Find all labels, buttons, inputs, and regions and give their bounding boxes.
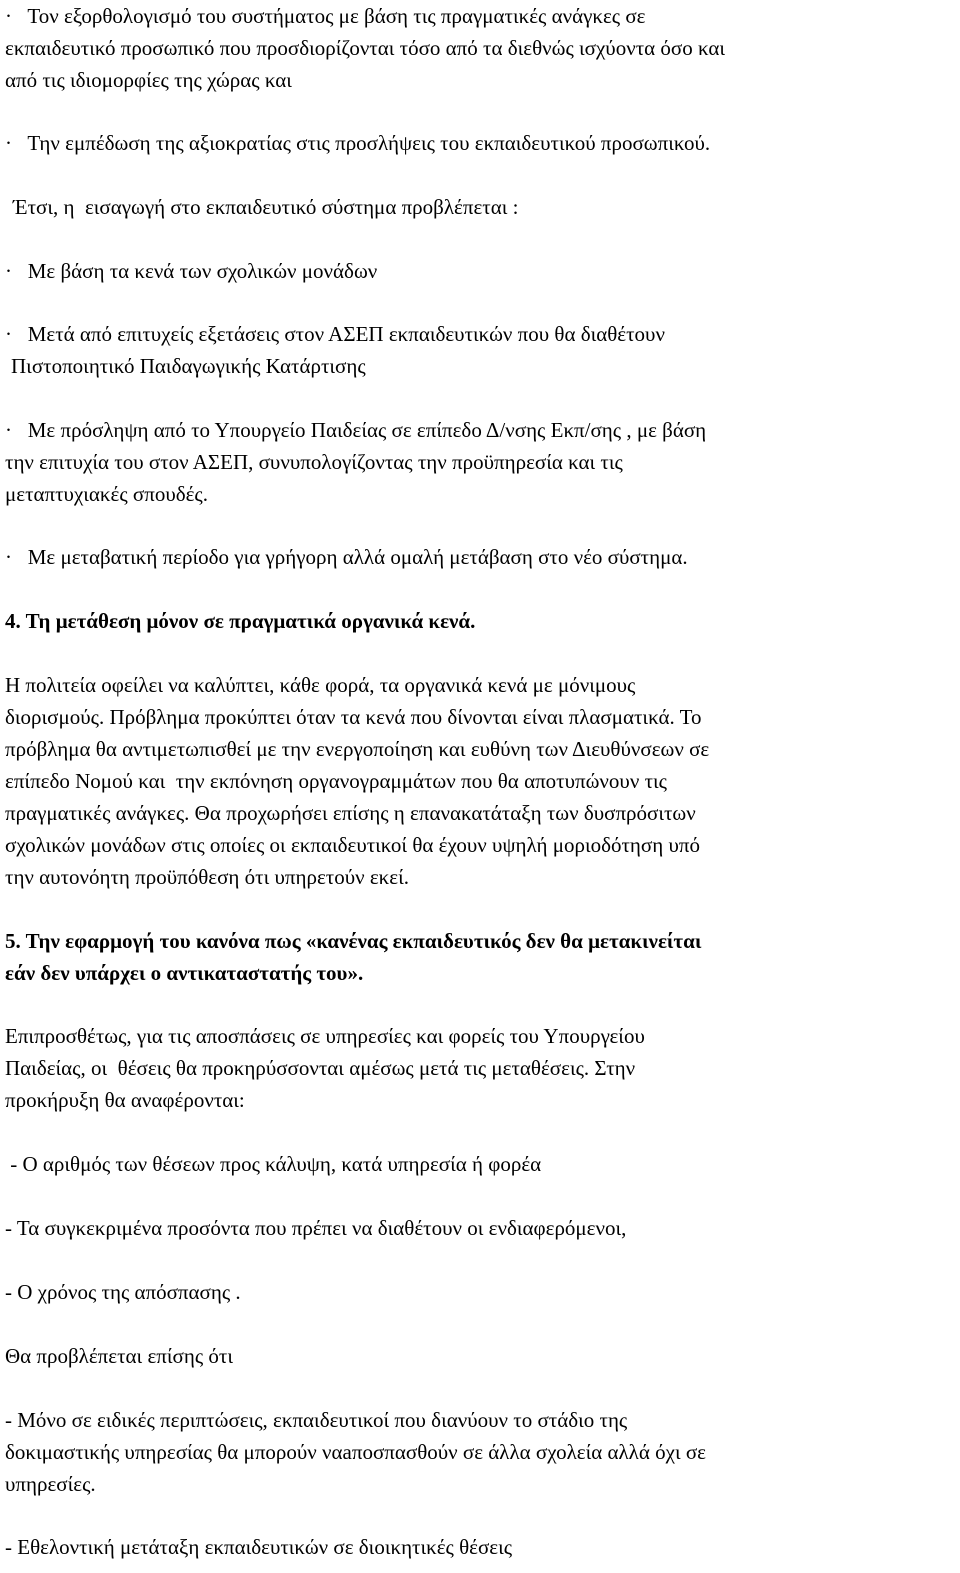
bullet-line: · Την εμπέδωση της αξιοκρατίας στις προσλήψεις του εκπαιδευτικού προσωπικού. [5,131,711,155]
text-line: πραγματικές ανάγκες. Θα προχωρήσει επίσης η επανακατάταξη των δυσπρόσιτων [5,801,696,825]
text-line: μεταπτυχιακές σπουδές. [5,482,208,506]
dash-item: - Εθελοντική μετάταξη εκπαιδευτικών σε διοικητικές θέσεις [5,1535,513,1559]
text-line: υπηρεσίες. [5,1472,96,1496]
section-heading-4: 4. Τη μετάθεση μόνον σε πραγματικά οργανικά κενά. [5,609,476,633]
text-line: Επιπροσθέτως, για τις αποσπάσεις σε υπηρεσίες και φορείς του Υπουργείου [5,1024,645,1048]
text-line: Πιστοποιητικό Παιδαγωγικής Κατάρτισης [11,354,366,378]
bullet-line: · Με πρόσληψη από το Υπουργείο Παιδείας σε επίπεδο Δ/νσης Εκπ/σης , με βάση [5,418,707,442]
text-line: Παιδείας, οι θέσεις θα προκηρύσσονται αμέσως μετά τις μεταθέσεις. Στην [5,1056,636,1080]
text-line: σχολικών μονάδων στις οποίες οι εκπαιδευτικοί θα έχουν υψηλή μοριοδότηση υπό [5,833,700,857]
text-line: διορισμούς. Πρόβλημα προκύπτει όταν τα κενά που δίνονται είναι πλασματικά. Το [5,705,702,729]
dash-item: - Μόνο σε ειδικές περιπτώσεις, εκπαιδευτικοί που διανύουν το στάδιο της [5,1408,628,1432]
text-line: Η πολιτεία οφείλει να καλύπτει, κάθε φορά, τα οργανικά κενά με μόνιμους [5,673,636,697]
bullet-line: · Με βάση τα κενά των σχολικών μονάδων [5,259,378,283]
dash-item: - Ο χρόνος της απόσπασης . [5,1280,241,1304]
section-heading-5-cont: εάν δεν υπάρχει ο αντικαταστατής του». [5,961,364,985]
text-line: Θα προβλέπεται επίσης ότι [5,1344,233,1368]
section-heading-5: 5. Την εφαρμογή του κανόνα πως «κανένας εκπαιδευτικός δεν θα μετακινείται [5,929,702,953]
bullet-line: · Τον εξορθολογισμό του συστήματος με βάση τις πραγματικές ανάγκες σε [5,4,646,28]
text-line: προκήρυξη θα αναφέρονται: [5,1088,245,1112]
text-line: εκπαιδευτικό προσωπικό που προσδιορίζονται τόσο από τα διεθνώς ισχύοντα όσο και [5,36,726,60]
text-line: δοκιμαστικής υπηρεσίας θα μπορούν ναaποσπασθούν σε άλλα σχολεία αλλά όχι σε [5,1440,706,1464]
bullet-line: · Με μεταβατική περίοδο για γρήγορη αλλά ομαλή μετάβαση στο νέο σύστημα. [5,545,688,569]
dash-item: - Τα συγκεκριμένα προσόντα που πρέπει να διαθέτουν οι ενδιαφερόμενοι, [5,1216,627,1240]
text-line: την επιτυχία του στον ΑΣΕΠ, συνυπολογίζοντας την προϋπηρεσία και τις [5,450,623,474]
bullet-line: · Μετά από επιτυχείς εξετάσεις στον ΑΣΕΠ εκπαιδευτικών που θα διαθέτουν [5,322,665,346]
dash-item: - Ο αριθμός των θέσεων προς κάλυψη, κατά υπηρεσία ή φορέα [5,1152,542,1176]
text-line: από τις ιδιομορφίες της χώρας και [5,68,292,92]
text-line: πρόβλημα θα αντιμετωπισθεί με την ενεργοποίηση και ευθύνη των Διευθύνσεων σε [5,737,710,761]
text-line: επίπεδο Νομού και την εκπόνηση οργανογραμμάτων που θα αποτυπώνουν τις [5,769,667,793]
text-line: Έτσι, η εισαγωγή στο εκπαιδευτικό σύστημα προβλέπεται : [13,195,519,219]
text-line: την αυτονόητη προϋπόθεση ότι υπηρετούν εκεί. [5,865,409,889]
